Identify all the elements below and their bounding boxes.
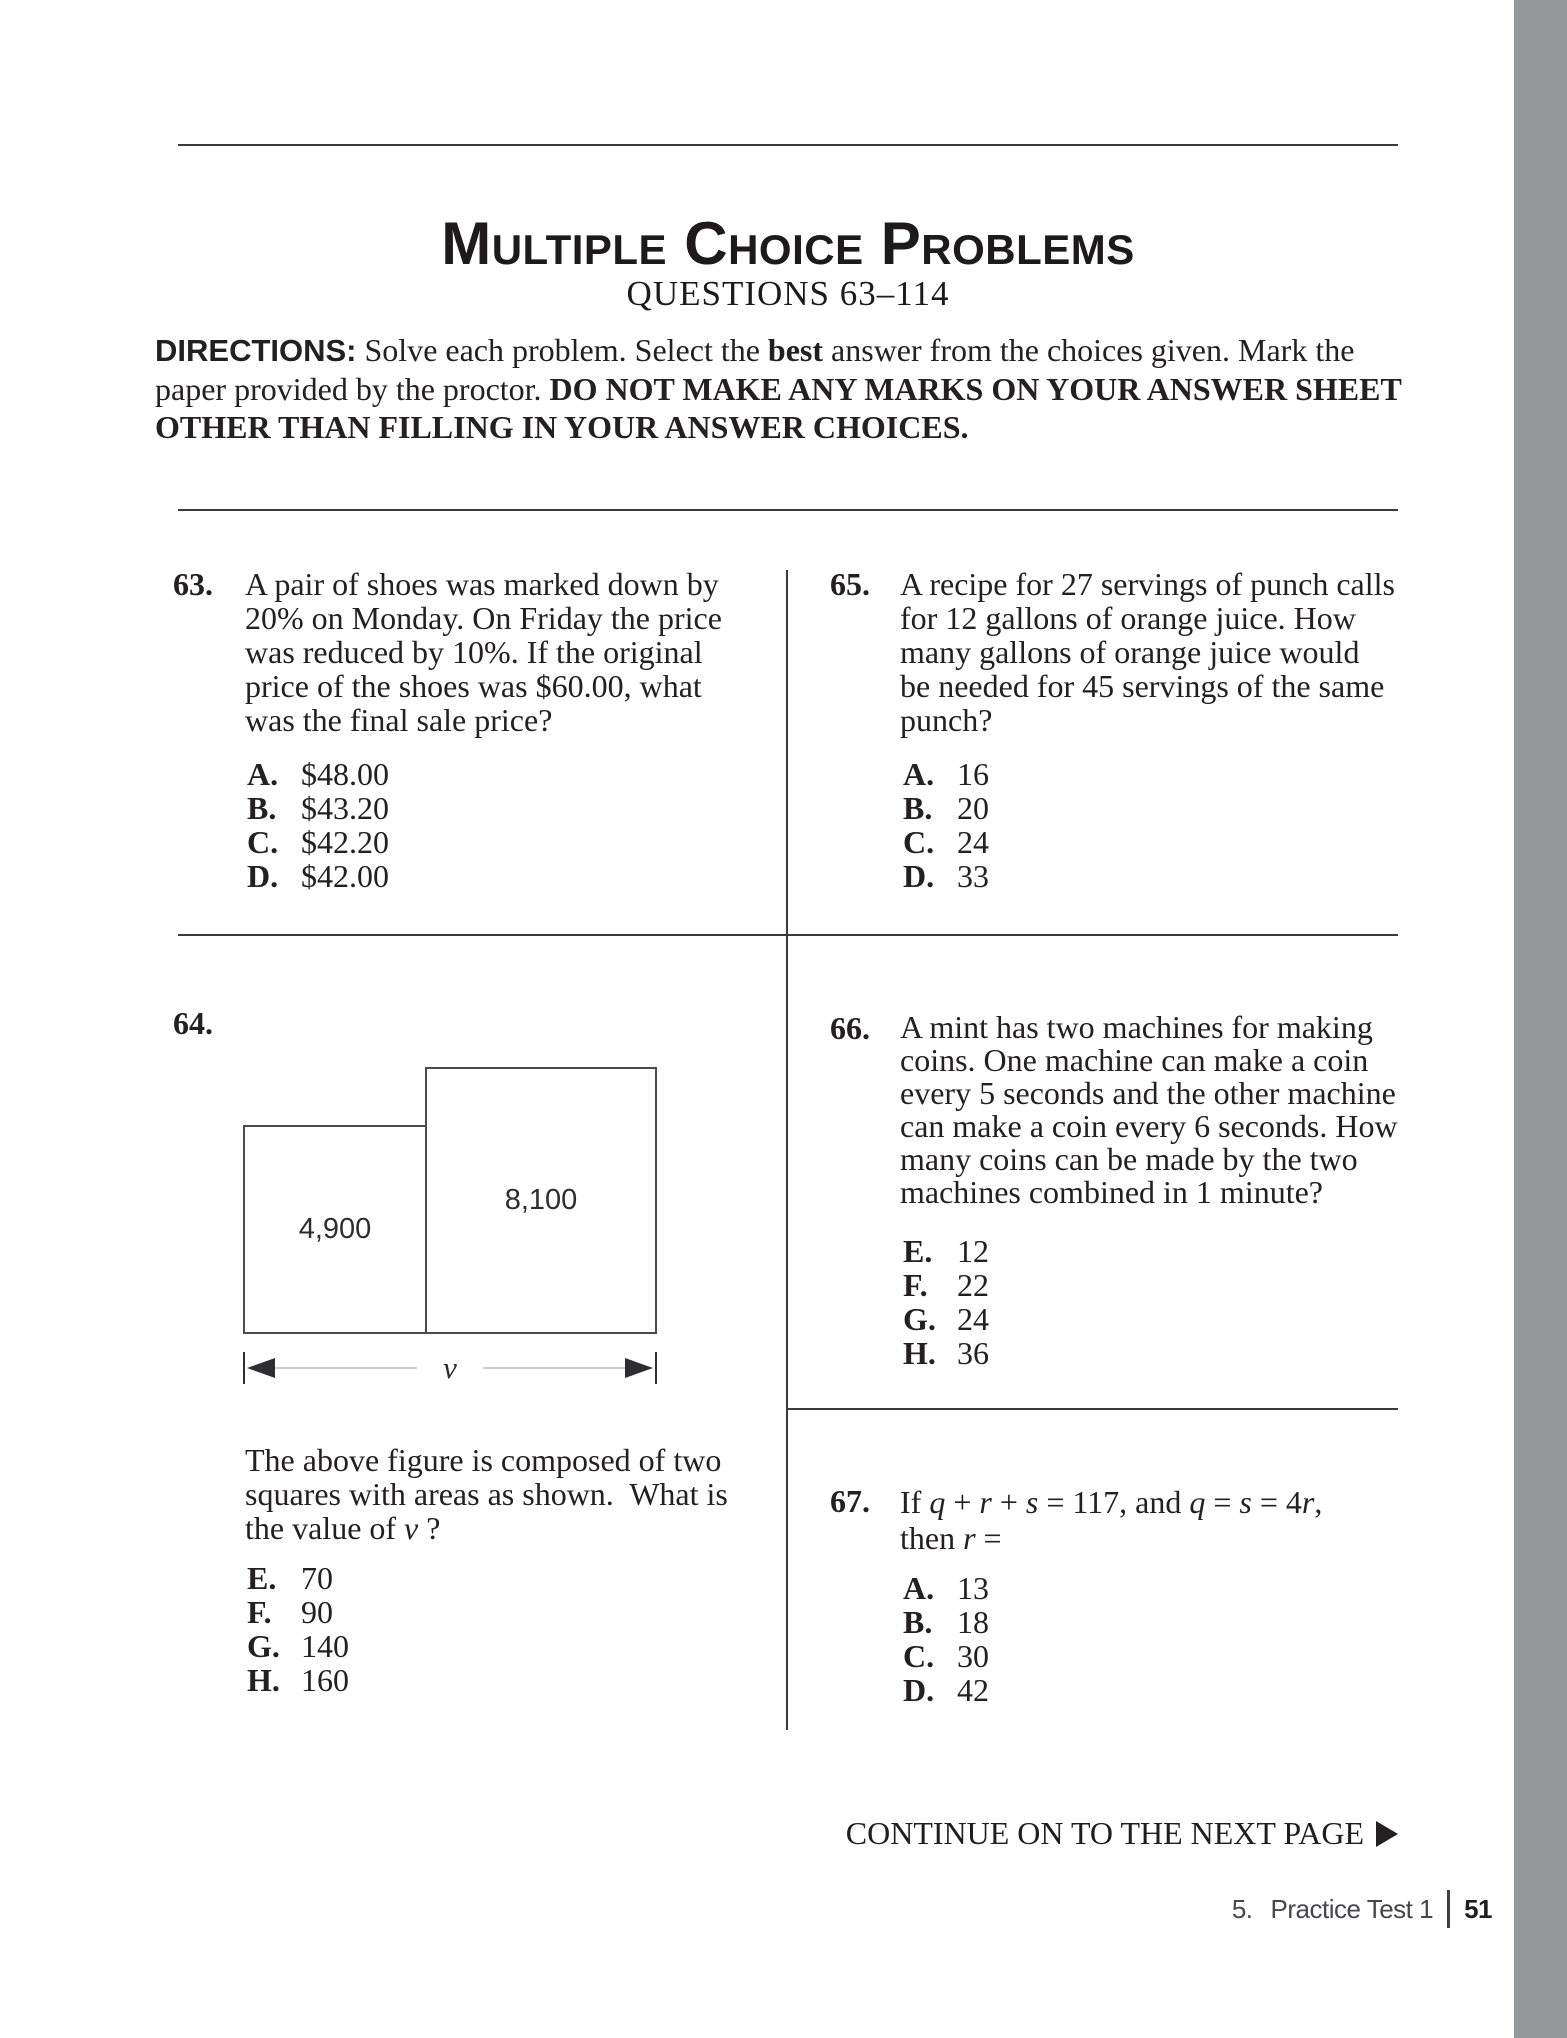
option-value: $42.00 bbox=[301, 858, 389, 894]
option-letter: D. bbox=[903, 858, 935, 894]
option-value: 160 bbox=[301, 1662, 349, 1698]
dimension-line-segment bbox=[483, 1367, 625, 1369]
figure-small-square bbox=[243, 1125, 427, 1334]
option-value: 22 bbox=[957, 1267, 989, 1303]
answer-option bbox=[903, 757, 989, 791]
option-value: $48.00 bbox=[301, 756, 389, 792]
option-value: 16 bbox=[957, 756, 989, 792]
option-value: 90 bbox=[301, 1594, 333, 1630]
option-letter: F. bbox=[247, 1594, 272, 1630]
option-value: 140 bbox=[301, 1628, 349, 1664]
option-letter: B. bbox=[903, 790, 933, 826]
option-letter: F. bbox=[903, 1267, 928, 1303]
question-65-text bbox=[900, 567, 1395, 737]
option-value: 33 bbox=[957, 858, 989, 894]
text-line: many coins can be made by the two bbox=[900, 1141, 1358, 1177]
option-letter: G. bbox=[247, 1628, 280, 1664]
text-line: A recipe for 27 servings of punch calls bbox=[900, 566, 1395, 602]
directions-paragraph bbox=[155, 331, 1405, 446]
option-value: 12 bbox=[957, 1233, 989, 1269]
continue-next-page-notice bbox=[178, 1814, 1398, 1852]
text-line: was reduced by 10%. If the original bbox=[245, 634, 703, 670]
option-letter: C. bbox=[247, 824, 279, 860]
option-value: 20 bbox=[957, 790, 989, 826]
option-value: 42 bbox=[957, 1672, 989, 1708]
text-line: for 12 gallons of orange juice. How bbox=[900, 600, 1356, 636]
option-value: $43.20 bbox=[301, 790, 389, 826]
questions-range-subtitle: QUESTIONS 63–114 bbox=[626, 274, 950, 313]
option-letter: A. bbox=[903, 1570, 935, 1606]
option-value: 24 bbox=[957, 1301, 989, 1337]
question-63-options bbox=[247, 757, 389, 893]
option-value: 24 bbox=[957, 824, 989, 860]
option-letter: B. bbox=[903, 1604, 933, 1640]
text-line: can make a coin every 6 seconds. How bbox=[900, 1108, 1398, 1144]
question-67-options bbox=[903, 1571, 989, 1707]
question-63-number: 63. bbox=[173, 566, 213, 602]
option-value: $42.20 bbox=[301, 824, 389, 860]
text-line: paper provided by the proctor. DO NOT MAKE ANY MARKS ON YOUR ANSWER SHEET bbox=[155, 371, 1402, 407]
dimension-left-tick bbox=[243, 1352, 245, 1384]
answer-option bbox=[903, 1302, 989, 1336]
option-letter: D. bbox=[247, 858, 279, 894]
question-66-number: 66. bbox=[830, 1010, 870, 1046]
text-line: was the final sale price? bbox=[245, 702, 553, 738]
dimension-label: v bbox=[443, 1350, 457, 1385]
text-line: A mint has two machines for making bbox=[900, 1009, 1373, 1045]
option-value: 36 bbox=[957, 1335, 989, 1371]
text-line: price of the shoes was $60.00, what bbox=[245, 668, 702, 704]
option-value: 13 bbox=[957, 1570, 989, 1606]
option-letter: C. bbox=[903, 824, 935, 860]
text-line: If q + r + s = 117, and q = s = 4r, bbox=[900, 1484, 1323, 1520]
answer-option bbox=[247, 757, 389, 791]
answer-option bbox=[247, 859, 389, 893]
question-64-text bbox=[245, 1443, 728, 1545]
page-edge-strip bbox=[1514, 0, 1567, 2038]
question-64-number: 64. bbox=[173, 1005, 213, 1041]
answer-option bbox=[247, 1629, 349, 1663]
option-letter: C. bbox=[903, 1638, 935, 1674]
answer-option bbox=[903, 1234, 989, 1268]
option-value: 18 bbox=[957, 1604, 989, 1640]
continue-text: CONTINUE ON TO THE NEXT PAGE bbox=[845, 1815, 1364, 1851]
answer-option bbox=[903, 1605, 989, 1639]
answer-option bbox=[903, 825, 989, 859]
option-letter: G. bbox=[903, 1301, 936, 1337]
footer-section-name: Practice Test 1 bbox=[1270, 1893, 1434, 1924]
answer-option bbox=[903, 1639, 989, 1673]
question-67-number: 67. bbox=[830, 1483, 870, 1519]
answer-option bbox=[247, 825, 389, 859]
answer-option bbox=[903, 1336, 989, 1370]
question-65-number: 65. bbox=[830, 566, 870, 602]
text-line: punch? bbox=[900, 702, 993, 738]
right-column-separator-rule bbox=[786, 1408, 1398, 1410]
directions-bottom-rule bbox=[178, 509, 1398, 511]
text-line: machines combined in 1 minute? bbox=[900, 1174, 1323, 1210]
figure-large-square-area-label: 8,100 bbox=[504, 1184, 578, 1216]
page-footer bbox=[1232, 1890, 1492, 1928]
question-66-options bbox=[903, 1234, 989, 1370]
option-letter: B. bbox=[247, 790, 277, 826]
option-letter: D. bbox=[903, 1672, 935, 1708]
figure-small-square-area-label: 4,900 bbox=[298, 1213, 372, 1245]
footer-section-number: 5. bbox=[1231, 1893, 1253, 1924]
text-line: many gallons of orange juice would bbox=[900, 634, 1360, 670]
page-title: Multiple Choice Problems bbox=[441, 210, 1135, 277]
text-line: A pair of shoes was marked down by bbox=[245, 566, 719, 602]
text-line: be needed for 45 servings of the same bbox=[900, 668, 1385, 704]
figure-dimension-line bbox=[243, 1350, 657, 1386]
answer-option bbox=[903, 1673, 989, 1707]
text-line: coins. One machine can make a coin bbox=[900, 1042, 1369, 1078]
figure-large-square bbox=[425, 1067, 657, 1334]
answer-option bbox=[903, 791, 989, 825]
text-line: the value of v ? bbox=[245, 1510, 441, 1546]
question-65-options bbox=[903, 757, 989, 893]
option-value: 70 bbox=[301, 1560, 333, 1596]
answer-option bbox=[903, 1571, 989, 1605]
text-line: every 5 seconds and the other machine bbox=[900, 1075, 1396, 1111]
answer-option bbox=[247, 1561, 349, 1595]
text-line: then r = bbox=[900, 1520, 1002, 1556]
option-letter: E. bbox=[903, 1233, 933, 1269]
text-line: DIRECTIONS: Solve each problem. Select the best answer from the choices given. Mark the bbox=[155, 332, 1355, 368]
answer-option bbox=[903, 859, 989, 893]
footer-page-number: 51 bbox=[1464, 1893, 1492, 1924]
dimension-right-arrow-icon bbox=[625, 1358, 653, 1378]
column-divider bbox=[786, 570, 788, 1730]
option-letter: A. bbox=[247, 756, 279, 792]
footer-divider-bar bbox=[1447, 1890, 1450, 1928]
next-page-arrow-icon bbox=[1376, 1821, 1398, 1847]
option-letter: A. bbox=[903, 756, 935, 792]
dimension-left-arrow-icon bbox=[247, 1358, 275, 1378]
answer-option bbox=[247, 1663, 349, 1697]
option-letter: E. bbox=[247, 1560, 277, 1596]
text-line: squares with areas as shown. What is bbox=[245, 1476, 728, 1512]
option-value: 30 bbox=[957, 1638, 989, 1674]
text-line: 20% on Monday. On Friday the price bbox=[245, 600, 722, 636]
option-letter: H. bbox=[247, 1662, 280, 1698]
dimension-right-tick bbox=[655, 1352, 657, 1384]
answer-option bbox=[247, 1595, 349, 1629]
answer-option bbox=[903, 1268, 989, 1302]
question-64-options bbox=[247, 1561, 349, 1697]
answer-option bbox=[247, 791, 389, 825]
question-63-text bbox=[245, 567, 722, 737]
dimension-line-segment bbox=[275, 1367, 417, 1369]
row-separator-rule bbox=[178, 934, 1398, 936]
text-line: The above figure is composed of two bbox=[245, 1442, 722, 1478]
question-66-text bbox=[900, 1011, 1398, 1209]
question-67-text bbox=[900, 1484, 1322, 1556]
option-letter: H. bbox=[903, 1335, 936, 1371]
text-line: OTHER THAN FILLING IN YOUR ANSWER CHOICES. bbox=[155, 409, 969, 445]
top-rule bbox=[178, 144, 1398, 146]
